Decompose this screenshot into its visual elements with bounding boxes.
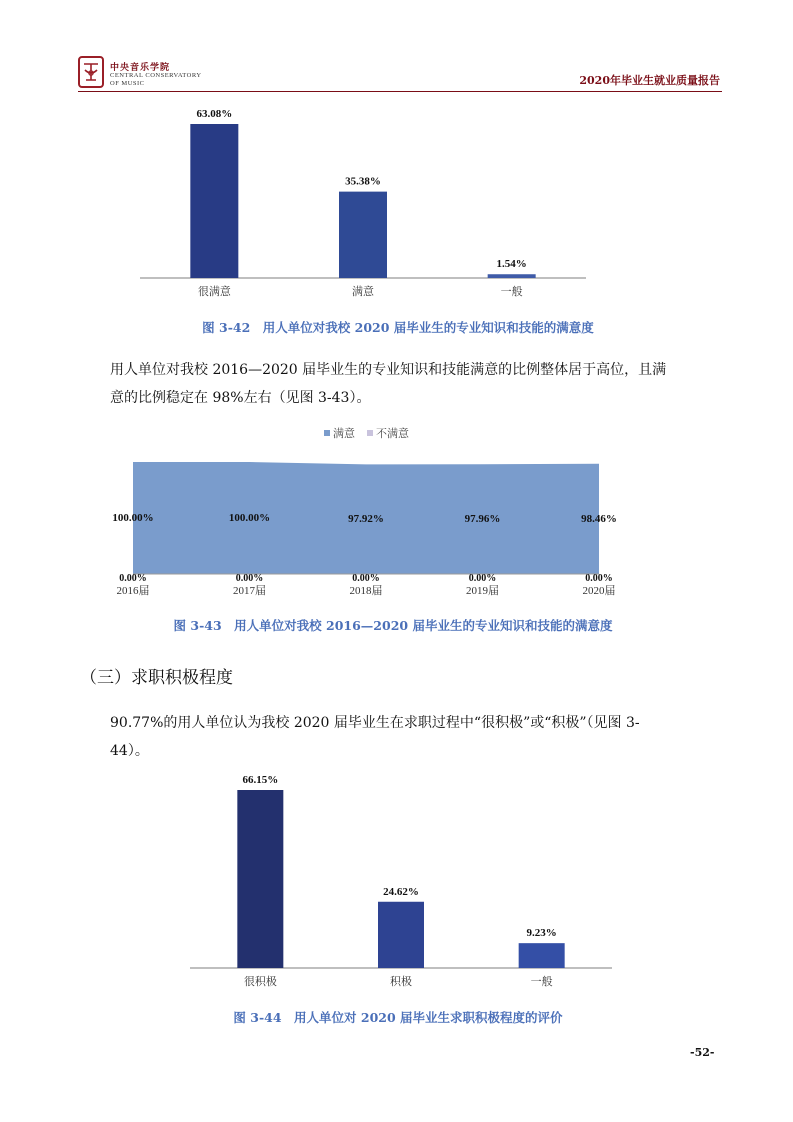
figure-3-44-caption: 图 3-44 用人单位对 2020 届毕业生求职积极程度的评价 (233, 1010, 563, 1025)
bar (519, 943, 565, 968)
legend-entry: 不满意 (376, 428, 409, 440)
data-label: 0.00% (585, 573, 613, 584)
data-label: 98.46% (581, 512, 617, 525)
data-label: 100.00% (112, 512, 154, 525)
report-title: 2020年毕业生就业质量报告 (579, 74, 720, 87)
paragraph-line: 90.77%的用人单位认为我校 2020 届毕业生在求职过程中“很积极”或“积极”（见图 3- (110, 715, 640, 731)
data-label: 0.00% (235, 573, 264, 584)
x-tick-label: 2020届 (582, 585, 616, 597)
data-label: 63.08% (196, 108, 233, 120)
data-label: 0.00% (119, 573, 147, 584)
x-tick-label: 很满意 (197, 286, 231, 298)
bar (339, 192, 387, 278)
data-label: 35.38% (345, 175, 381, 188)
paragraph-satisfaction (110, 356, 722, 412)
x-tick-label: 一般 (500, 286, 523, 298)
chart-satisfaction-trend-area (100, 422, 640, 607)
logo-icon (78, 56, 104, 88)
chart-satisfaction-bar (140, 100, 590, 305)
data-label: 97.92% (348, 513, 384, 526)
data-label: 100.00% (228, 512, 271, 525)
x-tick-label: 2016届 (116, 585, 150, 597)
section-heading: （三）求职积极程度 (80, 668, 233, 688)
header-divider (78, 91, 722, 92)
legend-swatch (324, 430, 330, 436)
legend-swatch (367, 430, 373, 436)
data-label: 97.96% (464, 513, 501, 526)
legend-entry: 满意 (333, 428, 355, 440)
bar (237, 790, 283, 968)
paragraph-line: 44）。 (110, 743, 149, 759)
x-tick-label: 2017届 (233, 585, 266, 597)
x-tick-label: 积极 (390, 976, 412, 988)
logo-english-line1: CENTRAL CONSERVATORY (110, 72, 202, 79)
page-number: -52- (690, 1046, 715, 1059)
x-tick-label: 满意 (352, 286, 374, 298)
x-tick-label: 2019届 (466, 585, 499, 597)
data-label: 0.00% (468, 573, 497, 584)
data-label: 24.62% (383, 885, 419, 898)
bar (488, 274, 536, 278)
bar (190, 124, 238, 278)
x-tick-label: 一般 (530, 976, 553, 988)
paragraph-line: 意的比例稳定在 98%左右（见图 3-43）。 (110, 390, 371, 406)
x-tick-label: 2018届 (349, 585, 383, 597)
data-label: 0.00% (352, 573, 380, 584)
figure-3-42-caption: 图 3-42 用人单位对我校 2020 届毕业生的专业知识和技能的满意度 (202, 320, 594, 335)
paragraph-job-seeking (110, 709, 722, 765)
chart-job-seeking-bar (180, 770, 630, 995)
logo-chinese-name: 中央音乐学院 (110, 63, 171, 73)
bar (378, 902, 424, 968)
figure-3-43-caption: 图 3-43 用人单位对我校 2016—2020 届毕业生的专业知识和技能的满意度 (173, 618, 613, 633)
data-label: 66.15% (242, 774, 279, 786)
data-label: 1.54% (496, 258, 527, 271)
data-label: 9.23% (526, 927, 557, 940)
logo-english-line2: OF MUSIC (110, 80, 145, 87)
paragraph-line: 用人单位对我校 2016—2020 届毕业生的专业知识和技能满意的比例整体居于高位，且满 (110, 362, 667, 378)
x-tick-label: 很积极 (243, 976, 277, 988)
